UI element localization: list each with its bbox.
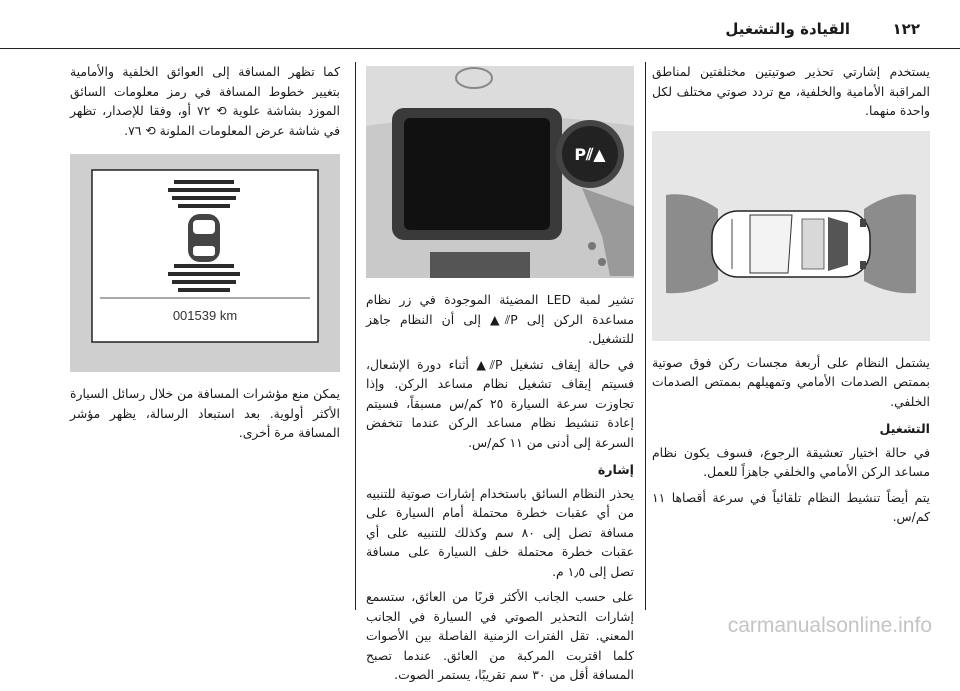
right-column xyxy=(652,62,930,533)
watermark: carmanualsonline.info xyxy=(727,614,932,637)
car-top-view-illustration xyxy=(652,131,930,341)
section-title: القيادة والتشغيل xyxy=(725,20,850,38)
sensor-caption: يشتمل النظام على أربعة مجسات ركن فوق صوتية بممتص الصدمات الأمامي وتمهيلهم بممتص الصدمات الخلفي. xyxy=(652,354,930,409)
operation-paragraph-2: يتم أيضاً تنشيط النظام تلقائياً في سرعة أقصاها ١١ كم/س. xyxy=(652,489,930,524)
column-divider-right xyxy=(645,62,646,610)
page-footer xyxy=(0,612,960,642)
signal-paragraph-2: على حسب الجانب الأكثر قربًا من العائق، ستسمع إشارات التحذير الصوتي في السيارة في الجانب المعني. تقل الفترات الزمنية الفاصلة بين الأصوات كلما اقتربت المركبة من العائق. عندما تصبح المسافة أقل من ٣٠ سم تقريبًا، يستمر الصوت. xyxy=(366,589,634,682)
middle-column xyxy=(366,62,634,691)
header-rule xyxy=(0,48,960,49)
parking-assist-icon: P⫽▲ xyxy=(574,145,606,164)
operation-heading: التشغيل xyxy=(879,421,930,436)
intro-paragraph: يستخدم إشارتي تحذير صوتيتين مختلفتين لمناطق المراقبة الأمامية والخلفية، مع تردد صوتي مختلف لكل واحدة منهما. xyxy=(652,64,930,118)
dashboard-illustration xyxy=(366,66,634,278)
dashboard-button-figure xyxy=(366,66,634,278)
page-number: ١٢٢ xyxy=(892,20,920,38)
odometer-readout: 001539 km xyxy=(172,308,238,323)
left-column xyxy=(70,62,340,449)
deactivation-paragraph: في حالة إيقاف تشغيل P⫽▲ أثناء دورة الإشعال، فسيتم إيقاف تشغيل نظام مساعد الركن. وإذا تجاوزت سرعة السيارة ٢٥ كم/س مسبقاً، فسيتم إعادة تنشيط نظام مساعد الركن عندما تنخفض السرعة إلى أدنى من ١١ كم/س. xyxy=(366,356,634,450)
distance-paragraph: كما تظهر المسافة إلى العوائق الخلفية والأمامية بتغيير خطوط المسافة في رمز معلومات السائق الموزد بشاشة علوية ⟲ ٧٢ أو، وفقا للإصدار، تظهر في شاشة عرض المعلومات الملونة ⟲ ٧٦. xyxy=(70,64,340,138)
led-paragraph: تشير لمبة LED المضيئة الموجودة في زر نظام مساعدة الركن إلى P⫽▲ إلى أن النظام جاهز للتشغيل. xyxy=(366,292,634,346)
display-caption: يمكن منع مؤشرات المسافة من خلال رسائل السيارة الأكثر أولوية. بعد استبعاد الرسالة، يظهر مؤشر المسافة مرة أخرى. xyxy=(70,386,340,440)
car-sensor-figure xyxy=(652,131,930,341)
signal-paragraph-1: يحذر النظام السائق باستخدام إشارات صوتية للتنبيه من أي عقبات خطرة محتملة أمام السيارة على مسافة تصل إلى ٨٠ سم وكذلك للتنبيه على أي عقبات خطرة محتملة خلف السيارة على مسافة تصل إلى ١٫٥ م. xyxy=(366,485,634,579)
operation-paragraph-1: في حالة اختيار تعشيقة الرجوع، فسوف يكون نظام مساعد الركن الأمامي والخلفي جاهزاً للعمل. xyxy=(652,444,930,479)
driver-display-figure xyxy=(70,154,340,372)
page-header xyxy=(0,18,960,46)
column-divider-left xyxy=(355,62,356,610)
signal-heading: إشارة xyxy=(597,462,634,477)
driver-info-display-illustration xyxy=(70,154,340,372)
